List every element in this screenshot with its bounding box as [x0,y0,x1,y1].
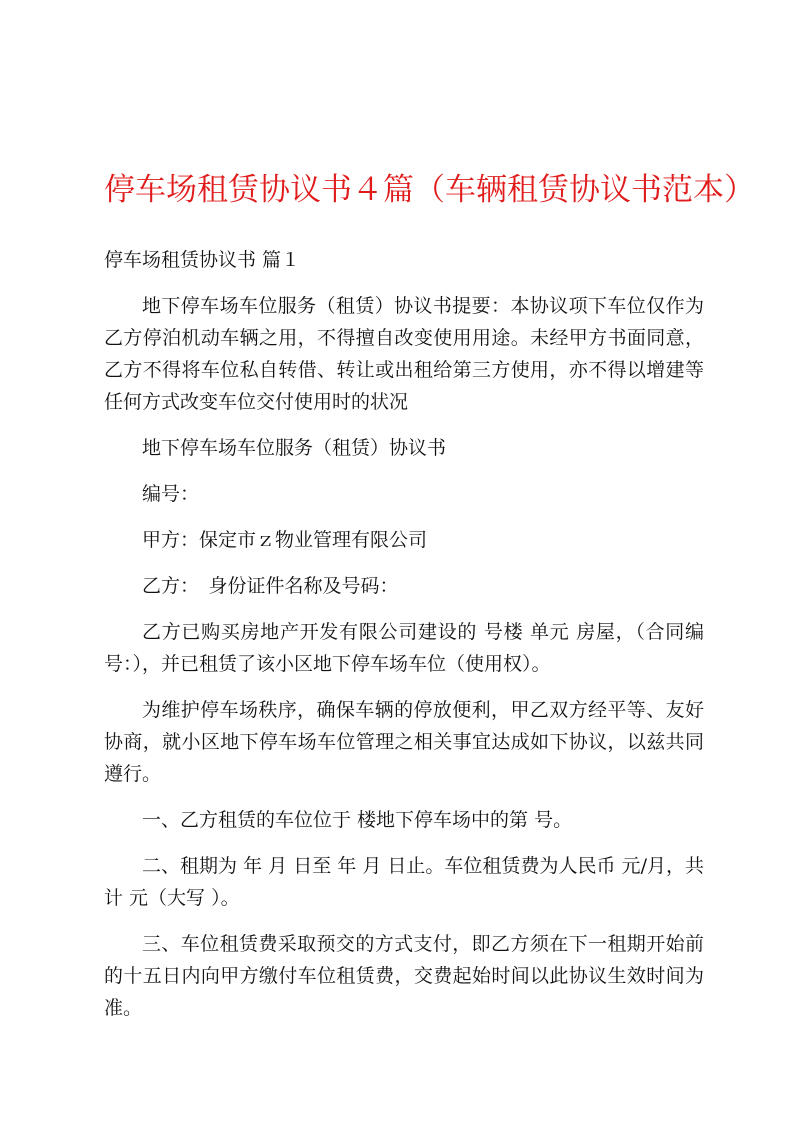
paragraph-summary: 地下停车场车位服务（租赁）协议书提要：本协议项下车位仅作为乙方停泊机动车辆之用，不得擅自改变使用用途。未经甲方书面同意，乙方不得将车位私自转借、转让或出租给第三方使用，亦不得以增建等任何方式改变车位交付使用时的状况 [104,295,704,413]
document-title: 停车场租赁协议书４篇（车辆租赁协议书范本） [104,172,755,208]
paragraph-agreement-title: 地下停车场车位服务（租赁）协议书 [142,437,447,459]
paragraph-number: 编号： [142,483,200,505]
paragraph-clause-1: 一、乙方租赁的车位位于 楼地下停车场中的第 号。 [142,809,573,831]
section-heading: 停车场租赁协议书 篇１ [104,249,301,271]
paragraph-purchase: 乙方已购买房地产开发有限公司建设的 号楼 单元 房屋，（合同编号：），并已租赁了该小区地下停车场车位（使用权）。 [104,621,704,675]
document-body [104,244,704,1038]
paragraph-clause-3: 三、车位租赁费采取预交的方式支付，即乙方须在下一租期开始前的十五日内向甲方缴付车位租赁费，交费起始时间以此协议生效时间为准。 [104,933,704,1019]
paragraph-purpose: 为维护停车场秩序，确保车辆的停放便利，甲乙双方经平等、友好协商，就小区地下停车场车位管理之相关事宜达成如下协议，以兹共同遵行。 [104,699,704,785]
paragraph-party-b: 乙方： 身份证件名称及号码： [142,575,399,597]
paragraph-clause-2: 二、租期为 年 月 日至 年 月 日止。车位租赁费为人民币 元/月，共计 元（大写 ）。 [104,855,704,909]
paragraph-party-a: 甲方：保定市ｚ物业管理有限公司 [142,529,428,551]
